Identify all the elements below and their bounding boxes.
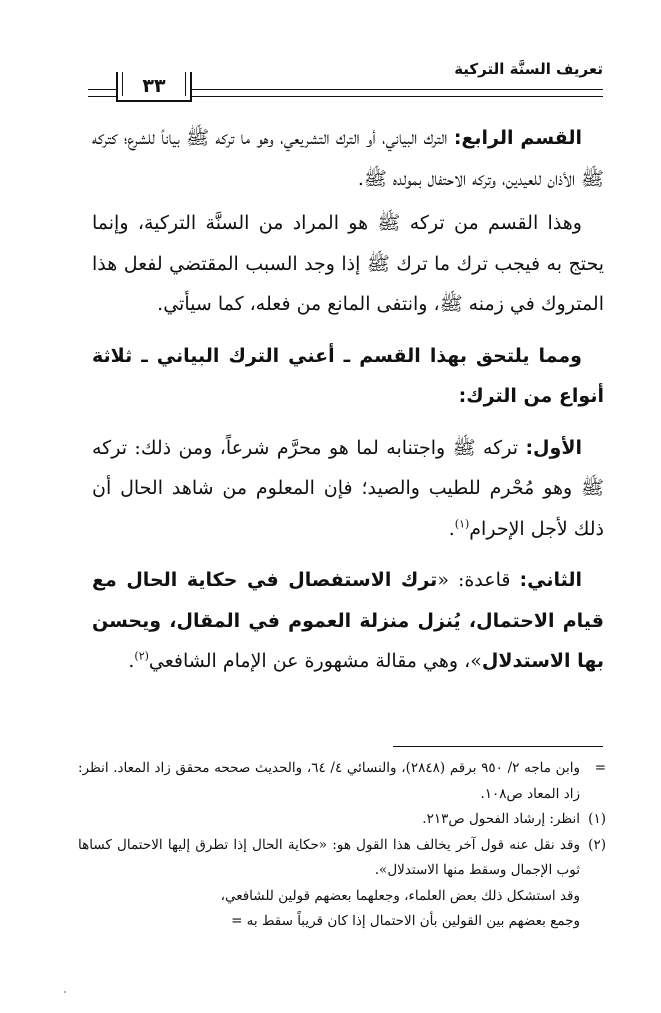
scan-speck <box>64 991 66 993</box>
types-heading-text: ومما يلتحق بهذا القسم ـ أعني الترك البياني ـ ثلاثة أنواع من الترك: <box>92 344 604 407</box>
footnote-2 <box>78 833 606 884</box>
page-header <box>88 58 603 108</box>
footnote-2-mark: (٢) <box>588 836 606 853</box>
footnote-continued-mark: = <box>594 760 606 776</box>
page-number: ٣٣ <box>142 75 166 97</box>
footnote-ref-2[interactable]: (٢) <box>134 649 149 663</box>
main-text <box>92 118 604 693</box>
footnote-1 <box>78 807 606 833</box>
second-type-end: . <box>128 650 135 672</box>
page-number-box <box>116 72 192 102</box>
footnote-1-mark: (١) <box>588 811 606 827</box>
footnote-ref-1[interactable]: (١) <box>454 517 470 531</box>
footnote-2-continuation-2: وجمع بعضهم بين القولين بأن الاحتمال إذا كان قريباً سقط به = <box>231 913 580 929</box>
footnotes <box>78 756 606 935</box>
header-rule-right <box>192 89 603 97</box>
paragraph-section-four <box>92 118 604 199</box>
first-type-text: تركه ﷺ واجتنابه لما هو محرَّم شرعاً، ومن ذلك: تركه ﷺ وهو مُحْرم للطيب والصيد؛ فإن المعلوم من شاهد الحال أن ذلك لأجل الإحرام <box>92 436 604 540</box>
second-type-label: الثاني: <box>519 569 582 591</box>
footnote-2-text: وقد نقل عنه قول آخر يخالف هذا القول هو: «حكاية الحال إذا تطرق إليها الاحتمال كساها ثوب الإجمال وسقط منها الاستدلال». <box>78 836 580 878</box>
paragraph-first-type <box>92 428 604 550</box>
second-type-rule: ترك الاستفصال في حكاية الحال مع قيام الاحتمال، يُنزل منزلة العموم في المقال، ويحسن بها الاستدلال <box>92 569 604 672</box>
first-type-end: . <box>448 517 455 540</box>
second-type-intro: قاعدة: « <box>437 569 520 591</box>
section-four-label: القسم الرابع: <box>453 127 582 149</box>
running-title: تعريف السنَّة التركية <box>454 60 603 78</box>
footnote-continued-text: وابن ماجه ٢/ ٩٥٠ برقم (٢٨٤٨)، والنسائي ٤/ ٦٤، والحديث صححه محقق زاد المعاد. انظر: زاد المعاد ص١٠٨. <box>78 760 580 802</box>
footnote-1-text: انظر: إرشاد الفحول ص٢١٣. <box>422 811 580 827</box>
paragraph-second-type <box>92 560 604 682</box>
header-rule-left <box>88 89 116 97</box>
footnote-2-continuation-1: وقد استشكل ذلك بعض العلماء، وجعلهما بعضهم قولين للشافعي، <box>220 887 580 904</box>
first-type-label: الأول: <box>525 436 582 459</box>
paragraph-section-purpose <box>92 203 604 325</box>
section-four-text: الترك البياني، أو الترك التشريعي، وهو ما تركه ﷺ بياناً للشرع؛ كتركه ﷺ الأذان للعيدين، وتركه الاحتفال بمولده ﷺ. <box>92 127 604 190</box>
section-purpose-text: وهذا القسم من تركه ﷺ هو المراد من السنَّة التركية، وإنما يحتج به فيجب ترك ما ترك ﷺ إذا وجد السبب المقتضي لفعل هذا المتروك في زمنه ﷺ، وانتفى المانع من فعله، كما سيأتي. <box>92 212 604 315</box>
paragraph-types-heading <box>92 336 604 417</box>
footnote-separator <box>393 746 603 747</box>
footnote-continued <box>78 756 606 807</box>
second-type-after: »، وهي مقالة مشهورة عن الإمام الشافعي <box>148 650 482 672</box>
